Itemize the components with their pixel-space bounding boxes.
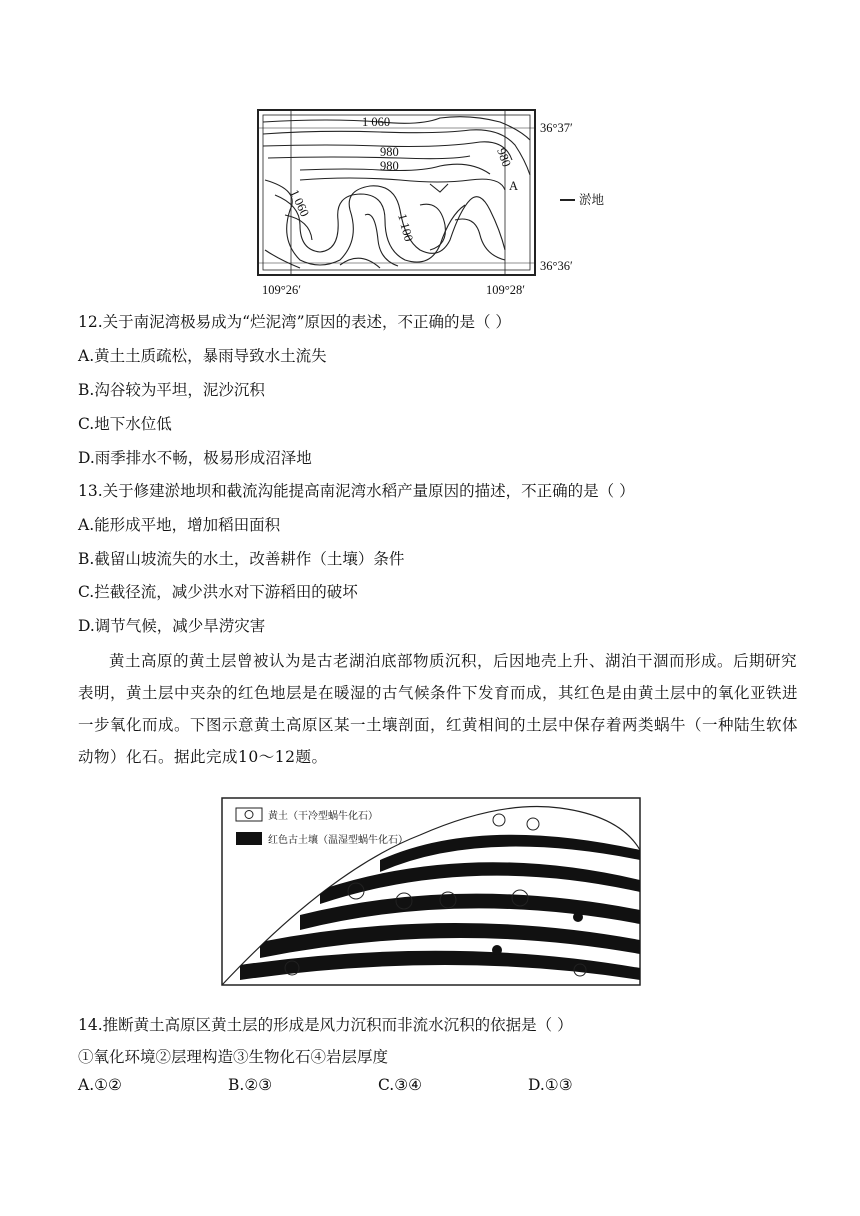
soil-profile-diagram <box>0 790 860 1000</box>
contour-label-980-a: 980 <box>380 145 399 159</box>
contour-label-1100: 1 100 <box>395 212 416 243</box>
snail-fossil-icon <box>492 945 502 955</box>
lon-left-label: 109°26′ <box>262 283 301 297</box>
question-13-option-c: C.拦截径流，减少洪水对下游稻田的破坏 <box>78 583 358 601</box>
point-a-label: A <box>509 179 519 193</box>
question-14-choices <box>78 1076 778 1094</box>
snail-fossil-icon <box>527 818 539 830</box>
snail-fossil-icon <box>493 814 505 826</box>
question-12-option-d: D.雨季排水不畅，极易形成沼泽地 <box>78 449 312 467</box>
question-12-option-b: B.沟谷较为平坦，泥沙沉积 <box>78 381 265 399</box>
legend-loess-label: 黄土（干冷型蜗牛化石） <box>268 811 378 822</box>
question-13-option-a: A.能形成平地，增加稻田面积 <box>78 516 281 534</box>
question-14-stem: 14.推断黄土高原区黄土层的形成是风力沉积而非流水沉积的依据是（ ） <box>78 1016 573 1034</box>
contour-label-980-right: 980 <box>494 146 514 169</box>
question-14-items: ①氧化环境②层理构造③生物化石④岩层厚度 <box>78 1048 389 1066</box>
question-12-option-a: A.黄土土质疏松，暴雨导致水土流失 <box>78 347 327 365</box>
question-12-option-c: C.地下水位低 <box>78 415 172 433</box>
snail-fossil-icon <box>573 912 583 922</box>
question-13-option-d: D.调节气候，减少旱涝灾害 <box>78 617 266 635</box>
contour-label-1060-left: 1 060 <box>287 187 312 219</box>
question-13-option-b: B.截留山坡流失的水土，改善耕作（土壤）条件 <box>78 550 405 568</box>
contour-label-980-b: 980 <box>380 159 399 173</box>
snail-fossil-icon <box>462 926 472 936</box>
lon-right-label: 109°28′ <box>486 283 525 297</box>
question-14-choice-b[interactable]: B.②③ <box>228 1076 273 1094</box>
question-14-choice-c[interactable]: C.③④ <box>378 1076 423 1094</box>
legend-paleosol-label: 红色古土壤（温湿型蜗牛化石） <box>268 835 408 846</box>
lat-bottom-label: 36°36′ <box>540 259 573 273</box>
reading-passage: 黄土高原的黄土层曾被认为是古老湖泊底部物质沉积，后因地壳上升、湖泊干涸而形成。后期研究表明，黄土层中夹杂的红色地层是在暖湿的古气候条件下发育而成，其红色是由黄土层中的氧化亚铁进一步氧化而成。下图示意黄土高原区某一土壤剖面，红黄相间的土层中保存着两类蜗牛（一种陆生软体动物）化石。据此完成10～12题。 <box>78 652 799 766</box>
question-14-choice-a[interactable]: A.①② <box>78 1076 122 1094</box>
question-14-choice-d[interactable]: D.①③ <box>528 1076 573 1094</box>
legend-label-silt: 淤地 <box>579 193 605 207</box>
lat-top-label: 36°37′ <box>540 121 573 135</box>
contour-label-1060-top: 1 060 <box>362 115 391 129</box>
question-13-stem: 13.关于修建淤地坝和截流沟能提高南泥湾水稻产量原因的描述，不正确的是（ ） <box>78 482 635 500</box>
question-12-stem: 12.关于南泥湾极易成为“烂泥湾”原因的表述，不正确的是（ ） <box>78 313 511 331</box>
